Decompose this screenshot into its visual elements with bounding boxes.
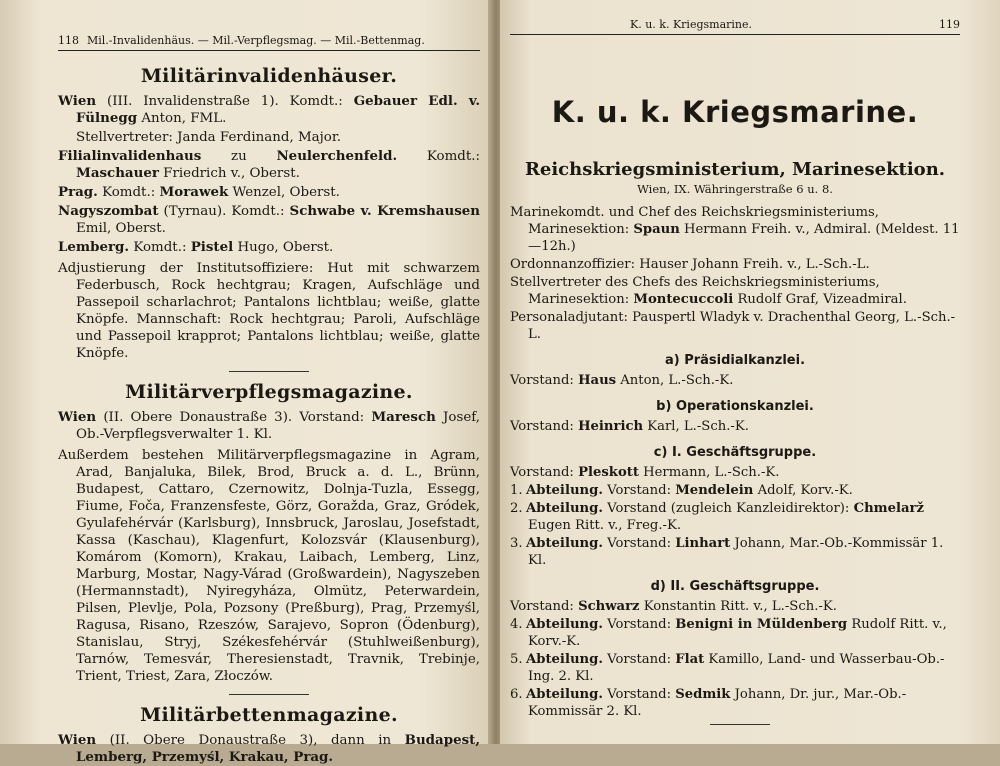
entry: Lemberg. Komdt.: Pistel Hugo, Oberst.	[58, 239, 334, 255]
section-title: Militärbettenmagazine.	[140, 704, 398, 726]
entry: Vorstand: Haus Anton, L.-Sch.-K.	[510, 373, 734, 388]
section-title: Reichskriegsministerium, Marinesektion.	[524, 159, 946, 180]
address: Wien, IX. Währingerstraße 6 u. 8.	[637, 182, 833, 196]
running-head: Mil.-Invalidenhäus. — Mil.-Verpflegsmag. — Mil.-Bettenmag.	[87, 34, 425, 47]
entry: Vorstand: Schwarz Konstantin Ritt. v., L.-Sch.-K.	[510, 599, 837, 614]
entry: Stellvertreter des Chefs des Reichskriegsministeriums, Marinesektion: Montecuccoli Rudolf Graf, Vizeadmiral.	[510, 275, 907, 307]
entry: Vorstand: Heinrich Karl, L.-Sch.-K.	[510, 419, 749, 434]
divider	[710, 724, 770, 725]
entry: Wien (II. Obere Donaustraße 3), dann in Budapest, Lemberg, Przemyśl, Krakau, Prag.	[58, 732, 480, 765]
magazine-list: Außerdem bestehen Militärverpflegsmagazine in Agram, Arad, Banjaluka, Bilek, Brod, Bruck a. d. L., Brünn, Budapest, Cattaro, Czernowitz, Dolnja-Tuzla, Essegg, Fiume, Foča, Franzensfeste, Görz, Goražda, Graz, Gródek, Gyulafehérvár (Karlsburg), Innsbruck, Jaroslau, Josefstadt, Kassa (Kaschau), Klagenfurt, Kolozsvár (Klausenburg), Komárom (Komorn), Krakau, Laibach, Lemberg, Linz, Marburg, Mostar, Nagy-Várad (Großwardein), Nagyszeben (Hermannstadt), Nyiregyháza, Olmütz, Peterwardein, Pilsen, Plevlje, Pola, Pozsony (Preßburg), Prag, Przemyśl, Ragusa, Risano, Rzeszów, Sarajevo, Sopron (Ödenburg), Stanislau, Stryj, Székesfehérvár (Stuhlweißenburg), Tarnów, Temesvár, Theresienstadt, Travnik, Trebinje, Trient, Triest, Zara, Złoczów.	[58, 448, 480, 684]
entry: Nagyszombat (Tyrnau). Komdt.: Schwabe v. Kremshausen Emil, Oberst.	[58, 203, 480, 236]
entry: Ordonnanzoffizier: Hauser Johann Freih. v., L.-Sch.-L.	[510, 257, 870, 272]
running-head: K. u. k. Kriegsmarine.	[630, 18, 752, 31]
department-entry: 6. Abteilung. Vorstand: Sedmik Johann, Dr. jur., Mar.-Ob.-Kommissär 2. Kl.	[510, 687, 907, 719]
divider	[229, 694, 309, 695]
page-number: 118	[58, 34, 79, 47]
left-page-header	[58, 34, 480, 51]
entry: Personaladjutant: Pauspertl Wladyk v. Drachenthal Georg, L.-Sch.-L.	[510, 310, 956, 342]
subsection-title: a) Präsidialkanzlei.	[664, 353, 806, 368]
department-entry: 4. Abteilung. Vorstand: Benigni in Müldenberg Rudolf Ritt. v., Korv.-K.	[510, 617, 947, 649]
page-number: 119	[939, 18, 960, 31]
right-page	[500, 0, 1000, 744]
entry: Wien (III. Invalidenstraße 1). Komdt.: Gebauer Edl. v. Fülnegg Anton, FML.	[58, 93, 480, 126]
entry: Stellvertreter: Janda Ferdinand, Major.	[76, 130, 342, 145]
divider	[229, 371, 309, 372]
subsection-title: c) I. Geschäftsgruppe.	[653, 445, 817, 460]
entry: Marinekomdt. und Chef des Reichskriegsministeriums, Marinesektion: Spaun Hermann Freih. v., Admiral. (Meldest. 11—12h.)	[510, 205, 960, 254]
entry: Filialinvalidenhaus zu Neulerchenfeld. Komdt.: Maschauer Friedrich v., Oberst.	[58, 148, 480, 181]
department-entry: 2. Abteilung. Vorstand (zugleich Kanzleidirektor): Chmelarž Eugen Ritt. v., Freg.-K.	[510, 501, 924, 533]
left-page	[0, 0, 492, 765]
department-entry: 5. Abteilung. Vorstand: Flat Kamillo, Land- und Wasserbau-Ob.-Ing. 2. Kl.	[510, 652, 945, 684]
department-entry: 3. Abteilung. Vorstand: Linhart Johann, Mar.-Ob.-Kommissär 1. Kl.	[510, 536, 944, 568]
entry: Wien (II. Obere Donaustraße 3). Vorstand: Maresch Josef, Ob.-Verpflegsverwalter 1. Kl.	[58, 409, 480, 442]
department-entry: 1. Abteilung. Vorstand: Mendelein Adolf, Korv.-K.	[510, 483, 853, 498]
chapter-title: K. u. k. Kriegsmarine.	[551, 95, 919, 129]
subsection-title: b) Operationskanzlei.	[656, 399, 814, 414]
uniform-note: Adjustierung der Institutsoffiziere: Hut mit schwarzem Federbusch, Rock hechtgrau; Kragen, Aufschläge und Passepoil scharlachrot; Pantalons lichtblau; weiße, glatte Knöpfe. Mannschaft: Rock hechtgrau; Paroli, Aufschläge und Passepoil krapprot; Pantalons lichtblau; weiße, glatte Knöpfe.	[58, 261, 480, 361]
section-title: Militärverpflegsmagazine.	[125, 381, 413, 403]
right-page-header	[510, 18, 960, 35]
section-title: Militärinvalidenhäuser.	[140, 65, 398, 87]
entry: Vorstand: Pleskott Hermann, L.-Sch.-K.	[510, 465, 780, 480]
subsection-title: d) II. Geschäftsgruppe.	[650, 579, 820, 594]
entry: Prag. Komdt.: Morawek Wenzel, Oberst.	[58, 184, 340, 200]
